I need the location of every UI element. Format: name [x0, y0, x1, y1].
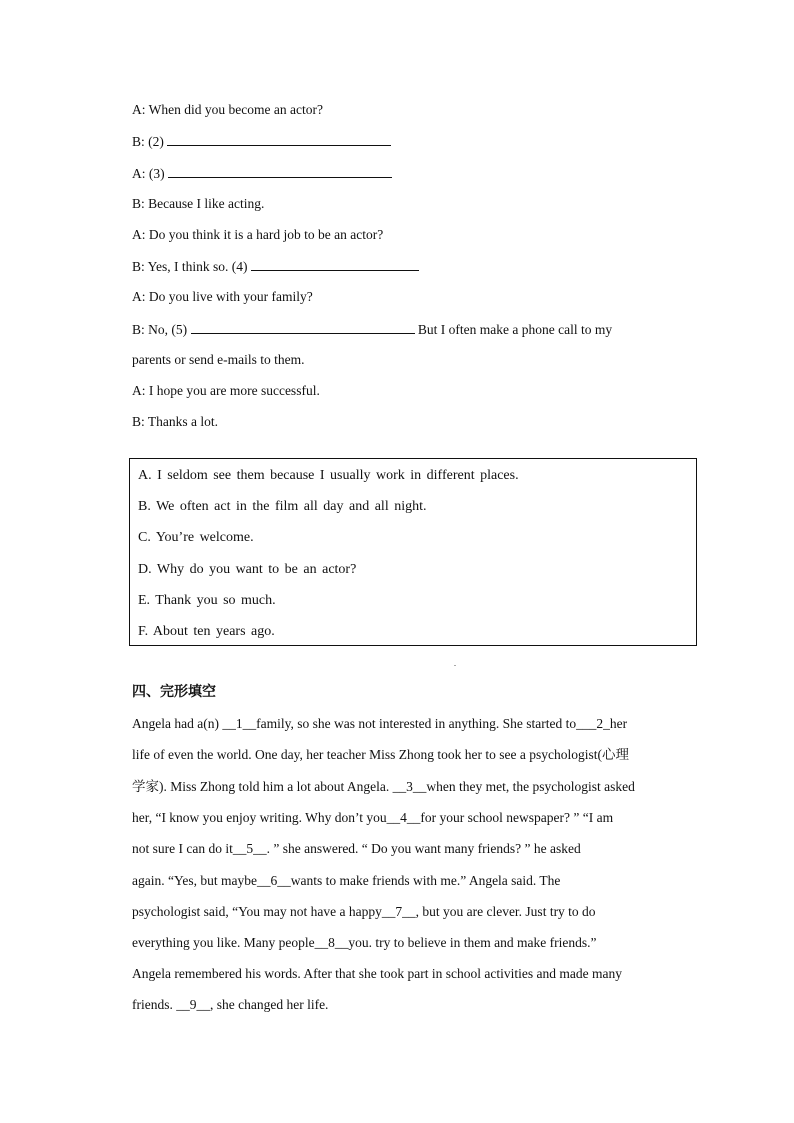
dialogue-line-2	[132, 133, 391, 150]
dialogue-line-10	[132, 383, 320, 399]
passage-line-4: her, “I know you enjoy writing. Why don’t you__4__for your school newspaper? ” “I am	[132, 810, 614, 825]
answer-blank-5[interactable]	[191, 321, 415, 334]
dialogue-line-7	[132, 289, 313, 305]
speaker-label: B:	[132, 134, 145, 149]
passage-line-1: Angela had a(n) __1__family, so she was not interested in anything. She started to___2_her	[132, 716, 628, 731]
passage-line-3: 学家). Miss Zhong told him a lot about Angela. __3__when they met, the psychologist asked	[132, 779, 635, 794]
option-d: D. Why do you want to be an actor?	[138, 562, 357, 577]
speaker-label: B:	[132, 322, 145, 337]
option-a: A. I seldom see them because I usually work in different places.	[138, 468, 519, 483]
dialogue-text-continued: But I often make a phone call to my	[417, 322, 613, 337]
passage-line-6: again. “Yes, but maybe__6__wants to make friends with me.” Angela said. The	[132, 873, 561, 888]
speaker-label: A:	[132, 166, 146, 181]
dialogue-line-9	[132, 352, 304, 368]
speaker-label: A:	[132, 102, 146, 117]
option-e: E. Thank you so much.	[138, 593, 276, 608]
section-heading: 四、完形填空	[132, 685, 216, 700]
passage-line-8: everything you like. Many people__8__you. try to believe in them and make friends.”	[132, 935, 597, 950]
dialogue-text: When did you become an actor?	[148, 102, 323, 117]
options-box	[129, 458, 697, 646]
speaker-label: B:	[132, 414, 145, 429]
dialogue-text: I hope you are more successful.	[148, 383, 320, 398]
option-f: F. About ten years ago.	[138, 624, 275, 639]
dialogue-line-3	[132, 165, 392, 182]
option-c: C. You’re welcome.	[138, 530, 254, 545]
dialogue-text: (2)	[148, 134, 164, 149]
passage-line-10: friends. __9__, she changed her life.	[132, 997, 329, 1012]
passage-line-9: Angela remembered his words. After that she took part in school activities and made many	[132, 966, 622, 981]
speaker-label: A:	[132, 227, 146, 242]
answer-blank-3[interactable]	[168, 165, 392, 178]
speaker-label: B:	[132, 259, 145, 274]
dialogue-text: (3)	[148, 166, 165, 181]
speaker-label: B:	[132, 196, 145, 211]
option-b: B. We often act in the film all day and all night.	[138, 499, 427, 514]
dialogue-line-4	[132, 196, 264, 212]
passage-line-7: psychologist said, “You may not have a happy__7__, but you are clever. Just try to do	[132, 904, 596, 919]
dialogue-line-1	[132, 102, 323, 118]
dialogue-text: Yes, I think so. (4)	[147, 259, 248, 274]
answer-blank-4[interactable]	[251, 258, 419, 271]
dialogue-line-6	[132, 258, 419, 275]
dialogue-text: Because I like acting.	[148, 196, 265, 211]
answer-blank-2[interactable]	[167, 133, 391, 146]
dialogue-text: Do you think it is a hard job to be an actor?	[148, 227, 384, 242]
dialogue-text: Thanks a lot.	[147, 414, 219, 429]
dialogue-line-11	[132, 414, 218, 430]
dialogue-text: Do you live with your family?	[148, 289, 313, 304]
speaker-label: A:	[132, 383, 146, 398]
dialogue-line-8	[132, 321, 612, 338]
dialogue-text: parents or send e-mails to them.	[132, 352, 305, 367]
speaker-label: A:	[132, 289, 146, 304]
dialogue-text: No, (5)	[148, 322, 188, 337]
passage-line-5: not sure I can do it__5__. ” she answered. “ Do you want many friends? ” he asked	[132, 841, 581, 856]
stray-mark: .	[454, 659, 456, 668]
dialogue-line-5	[132, 227, 383, 243]
passage-line-2: life of even the world. One day, her teacher Miss Zhong took her to see a psychologist(心理	[132, 747, 629, 762]
